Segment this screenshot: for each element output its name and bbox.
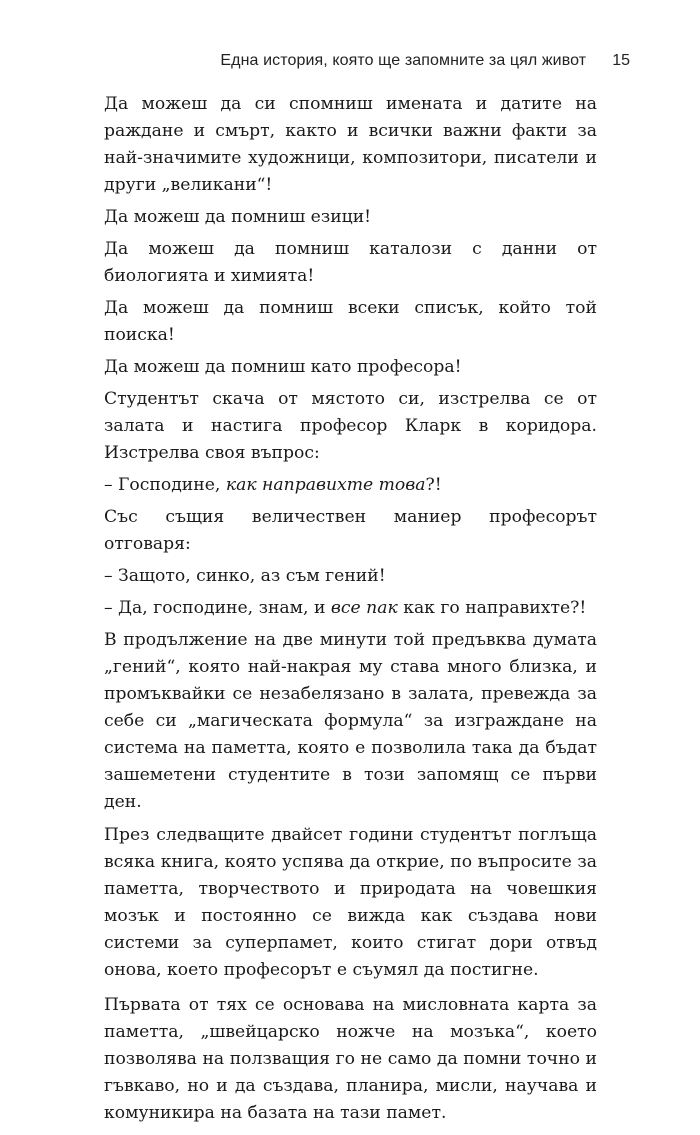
page-header xyxy=(104,52,630,70)
emphasis-text: все пак xyxy=(330,598,398,618)
paragraph: Да можеш да си спомниш имената и датите на раждане и смърт, както и всички важни факти за най-значимите художници, композитори, писатели и други „великани“! xyxy=(104,94,597,195)
dialogue-text: как го направихте?! xyxy=(397,598,587,618)
paragraph: Да можеш да помниш езици! xyxy=(104,207,372,227)
paragraph: Студентът скача от мястото си, изстрелва се от залата и настига професор Кларк в коридора. Изстрелва своя въпрос: xyxy=(104,389,597,463)
body-text xyxy=(104,91,597,1135)
paragraph: Със същия величествен маниер професорът отговаря: xyxy=(104,507,597,554)
dialogue-line xyxy=(104,595,597,622)
paragraph: Да можеш да помниш всеки списък, който той поиска! xyxy=(104,298,597,345)
dialogue-line xyxy=(104,472,597,499)
paragraph: В продължение на две минути той предъвква думата „гений“, която най-накрая му става много близка, и промъквайки се незабелязано в залата, превежда за себе си „магическата формула“ за изграждане на система на паметта, която е позволила така да бъдат зашеметени студентите в този запомящ се първи ден. xyxy=(104,630,597,812)
paragraph: През следващите двайсет години студентът поглъща всяка книга, която успява да открие, по въпросите за паметта, творчеството и природата на човешкия мозък и постоянно се вижда как създава нови системи за суперпамет, които стигат дори отвъд онова, което професорът е съумял да постигне. xyxy=(104,825,597,980)
dialogue-text: – Да, господине, знам, и xyxy=(104,598,331,618)
paragraph: Първата от тях се основава на мисловната карта за паметта, „швейцарско ножче на мозъка“, което позволява на ползващия го не само да помни точно и гъвкаво, но и да създава, планира, мисли, научава и комуникира на базата на тази памет. xyxy=(104,995,597,1123)
dialogue-text: – Господине, xyxy=(104,475,226,495)
paragraph: Да можеш да помниш каталози с данни от биологията и химията! xyxy=(104,239,597,286)
page-number: 15 xyxy=(612,52,630,69)
emphasis-text: как направихте това xyxy=(225,475,426,495)
running-title: Една история, която ще запомните за цял живот xyxy=(220,52,587,69)
dialogue-line: – Защото, синко, аз съм гений! xyxy=(104,566,386,586)
paragraph: Да можеш да помниш като професора! xyxy=(104,357,462,377)
dialogue-text: ?! xyxy=(425,475,442,495)
